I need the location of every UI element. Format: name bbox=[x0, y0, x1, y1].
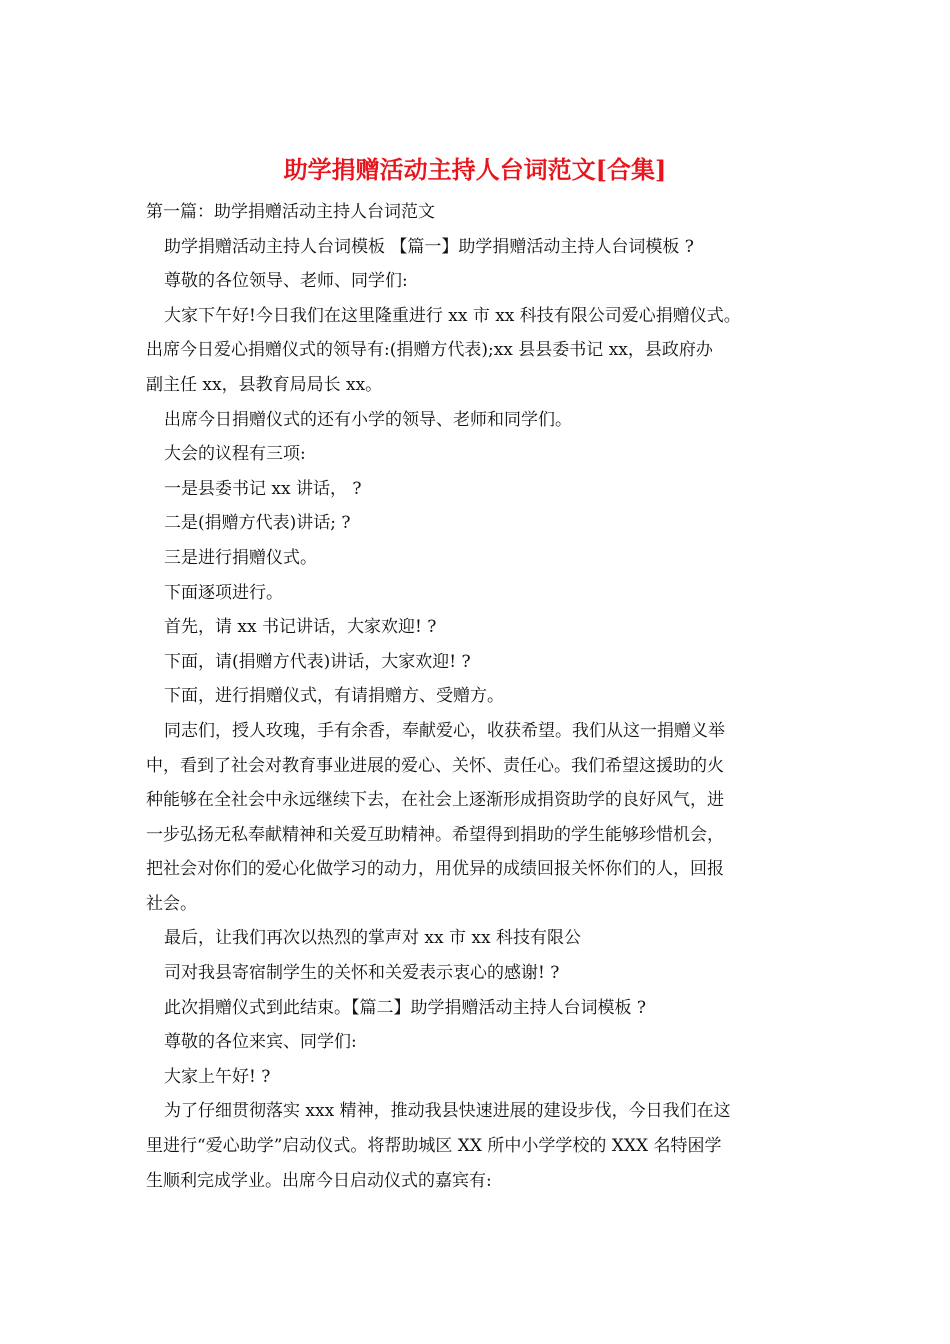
paragraph-line: 下面，请(捐赠方代表)讲话，大家欢迎! ? bbox=[164, 651, 471, 672]
paragraph-line: 大会的议程有三项: bbox=[164, 444, 306, 465]
paragraph-line: 中，看到了社会对教育事业进展的爱心、关怀、责任心。我们希望这援助的火 bbox=[146, 755, 724, 776]
document-title: 助学捐赠活动主持人台词范文[合集] bbox=[283, 155, 667, 184]
paragraph-line: 三是进行捐赠仪式。 bbox=[164, 547, 317, 568]
paragraph-line: 大家下午好!今日我们在这里隆重进行 xx 市 xx 科技有限公司爱心捐赠仪式。 bbox=[164, 305, 741, 326]
paragraph-line: 里进行“爱心助学”启动仪式。将帮助城区 XX 所中小学学校的 XXX 名特困学 bbox=[146, 1136, 722, 1157]
paragraph-line: 同志们，授人玫瑰，手有余香，奉献爱心，收获希望。我们从这一捐赠义举 bbox=[164, 720, 725, 741]
paragraph-line: 司对我县寄宿制学生的关怀和关爱表示衷心的感谢! ? bbox=[164, 963, 560, 984]
paragraph-line: 种能够在全社会中永远继续下去，在社会上逐渐形成捐资助学的良好风气，进 bbox=[146, 790, 724, 811]
paragraph-line: 第一篇：助学捐赠活动主持人台词范文 bbox=[146, 202, 435, 222]
paragraph-line: 把社会对你们的爱心化做学习的动力，用优异的成绩回报关怀你们的人，回报 bbox=[146, 859, 724, 880]
paragraph-line: 一步弘扬无私奉献精神和关爱互助精神。希望得到捐助的学生能够珍惜机会， bbox=[146, 824, 724, 845]
paragraph-line: 助学捐赠活动主持人台词模板 【篇一】助学捐赠活动主持人台词模板 ? bbox=[164, 236, 694, 257]
paragraph-line: 下面，进行捐赠仪式，有请捐赠方、受赠方。 bbox=[164, 686, 504, 707]
paragraph-line: 出席今日捐赠仪式的还有小学的领导、老师和同学们。 bbox=[164, 409, 572, 430]
paragraph-line: 大家上午好! ? bbox=[164, 1066, 271, 1087]
paragraph-line: 尊敬的各位领导、老师、同学们: bbox=[164, 271, 408, 292]
paragraph-line: 首先，请 xx 书记讲话，大家欢迎! ? bbox=[164, 617, 437, 638]
paragraph-line: 下面逐项进行。 bbox=[164, 582, 283, 603]
paragraph-line: 最后，让我们再次以热烈的掌声对 xx 市 xx 科技有限公 bbox=[164, 928, 581, 949]
paragraph-line: 出席今日爱心捐赠仪式的领导有:(捐赠方代表);xx 县县委书记 xx，县政府办 bbox=[146, 340, 713, 361]
paragraph-line: 一是县委书记 xx 讲话， ? bbox=[164, 478, 362, 499]
paragraph-line: 为了仔细贯彻落实 xxx 精神，推动我县快速进展的建设步伐，今日我们在这 bbox=[164, 1101, 731, 1122]
paragraph-line: 副主任 xx，县教育局局长 xx。 bbox=[146, 374, 383, 395]
paragraph-line: 此次捐赠仪式到此结束。【篇二】助学捐赠活动主持人台词模板 ? bbox=[164, 997, 647, 1018]
paragraph-line: 尊敬的各位来宾、同学们: bbox=[164, 1032, 357, 1053]
paragraph-line: 二是(捐赠方代表)讲话; ? bbox=[164, 513, 351, 534]
paragraph-line: 生顺利完成学业。出席今日启动仪式的嘉宾有: bbox=[146, 1170, 492, 1191]
paragraph-line: 社会。 bbox=[146, 893, 197, 914]
document-body bbox=[146, 195, 826, 1198]
